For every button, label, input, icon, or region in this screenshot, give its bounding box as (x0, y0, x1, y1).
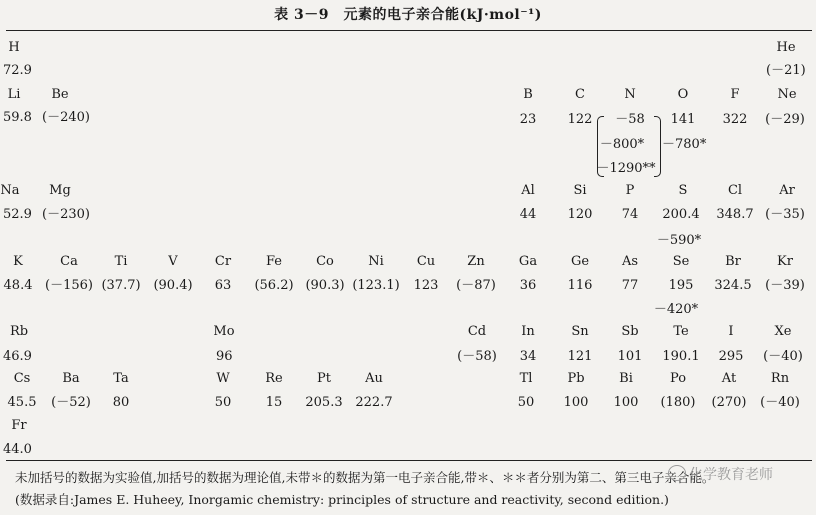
element-symbol-ne: Ne (777, 87, 797, 102)
element-symbol-i: I (728, 324, 734, 339)
affinity-value-cl: 348.7 (716, 207, 754, 222)
affinity-value-pb: 100 (563, 395, 589, 410)
element-symbol-te: Te (673, 324, 689, 339)
element-symbol-na: Na (0, 183, 20, 198)
element-symbol-as: As (621, 254, 639, 269)
affinity-value-be: (－240) (42, 110, 90, 125)
n-second-affinity: －800* (599, 137, 645, 152)
n-right-bracket (654, 116, 661, 177)
element-symbol-rb: Rb (9, 324, 29, 339)
affinity-value-o: 141 (670, 112, 696, 127)
element-symbol-cl: Cl (727, 183, 743, 198)
affinity-value-zn: (－87) (456, 278, 496, 293)
affinity-value-he: (－21) (766, 63, 806, 78)
n-third-affinity: －1290** (596, 161, 656, 176)
element-symbol-k: K (13, 254, 23, 269)
affinity-value-s: 200.4 (662, 207, 700, 222)
affinity-value-mo: 96 (216, 349, 233, 364)
element-symbol-br: Br (725, 254, 741, 269)
element-symbol-ti: Ti (114, 254, 128, 269)
element-symbol-w: W (216, 371, 230, 386)
affinity-value-mg: (－230) (42, 207, 90, 222)
affinity-value-h: 72.9 (3, 63, 32, 78)
affinity-value-as: 77 (621, 278, 639, 293)
element-symbol-cd: Cd (467, 324, 487, 339)
element-symbol-b: B (523, 87, 533, 102)
o-second-affinity: －780* (662, 137, 707, 152)
element-symbol-pb: Pb (567, 371, 585, 386)
chat-bubble-icon (668, 465, 686, 481)
affinity-value-ga: 36 (519, 278, 537, 293)
s-second-affinity: －590* (656, 233, 702, 248)
se-second-affinity: －420* (653, 302, 699, 317)
affinity-value-n: －58 (615, 112, 645, 127)
element-symbol-li: Li (7, 87, 21, 102)
bottom-rule (6, 460, 812, 461)
element-symbol-be: Be (51, 87, 69, 102)
affinity-value-rn: (－40) (760, 395, 800, 410)
element-symbol-fe: Fe (265, 254, 283, 269)
affinity-value-ar: (－35) (765, 207, 805, 222)
element-symbol-mo: Mo (213, 324, 235, 339)
affinity-value-in: 34 (519, 349, 537, 364)
affinity-value-cu: 123 (413, 278, 439, 293)
element-symbol-o: O (677, 87, 689, 102)
affinity-value-rb: 46.9 (3, 349, 32, 364)
element-symbol-cu: Cu (416, 254, 436, 269)
element-symbol-ar: Ar (779, 183, 795, 198)
element-symbol-bi: Bi (619, 371, 633, 386)
element-symbol-tl: Tl (519, 371, 533, 386)
watermark: 化学教育老师 (668, 464, 773, 484)
affinity-value-ta: 80 (112, 395, 130, 410)
affinity-value-na: 52.9 (3, 207, 32, 222)
element-symbol-mg: Mg (49, 183, 71, 198)
element-symbol-at: At (721, 371, 737, 386)
element-symbol-al: Al (521, 183, 535, 198)
element-symbol-rn: Rn (770, 371, 790, 386)
element-symbol-zn: Zn (467, 254, 485, 269)
element-symbol-ca: Ca (60, 254, 78, 269)
affinity-value-i: 295 (718, 349, 744, 364)
element-symbol-s: S (678, 183, 688, 198)
element-symbol-ba: Ba (62, 371, 80, 386)
element-symbol-ga: Ga (518, 254, 538, 269)
element-symbol-co: Co (316, 254, 334, 269)
affinity-value-se: 195 (668, 278, 694, 293)
affinity-value-v: (90.4) (153, 278, 193, 293)
affinity-value-co: (90.3) (305, 278, 345, 293)
element-symbol-po: Po (669, 371, 687, 386)
element-symbol-se: Se (672, 254, 690, 269)
affinity-value-at: (270) (711, 395, 747, 410)
affinity-value-cd: (－58) (457, 349, 497, 364)
affinity-value-ca: (－156) (45, 278, 93, 293)
affinity-value-w: 50 (214, 395, 232, 410)
affinity-value-b: 23 (519, 112, 537, 127)
footnote-source: (数据录自:James E. Huheey, Inorgamic chemistry: principles of structure and reactivity, second edition.) (15, 492, 669, 507)
affinity-value-ne: (－29) (765, 112, 805, 127)
element-symbol-kr: Kr (777, 254, 793, 269)
affinity-value-bi: 100 (613, 395, 639, 410)
affinity-value-po: (180) (660, 395, 696, 410)
element-symbol-ta: Ta (113, 371, 129, 386)
affinity-value-ni: (123.1) (352, 278, 400, 293)
element-symbol-f: F (730, 87, 740, 102)
element-symbol-n: N (624, 87, 636, 102)
affinity-value-p: 74 (621, 207, 639, 222)
affinity-value-ba: (－52) (51, 395, 91, 410)
element-symbol-in: In (521, 324, 535, 339)
element-symbol-cr: Cr (214, 254, 232, 269)
affinity-value-te: 190.1 (662, 349, 700, 364)
element-symbol-cs: Cs (13, 371, 31, 386)
element-symbol-ge: Ge (570, 254, 590, 269)
affinity-value-kr: (－39) (765, 278, 805, 293)
n-left-bracket (597, 116, 604, 177)
element-symbol-xe: Xe (774, 324, 792, 339)
table-title: 表 3－9 元素的电子亲合能(kJ·mol⁻¹) (274, 7, 542, 23)
element-symbol-he: He (776, 40, 796, 55)
affinity-value-fe: (56.2) (254, 278, 294, 293)
element-symbol-sb: Sb (621, 324, 639, 339)
affinity-value-li: 59.8 (3, 110, 32, 125)
top-rule (6, 30, 812, 31)
element-symbol-h: H (8, 40, 20, 55)
affinity-value-br: 324.5 (714, 278, 752, 293)
affinity-value-ti: (37.7) (101, 278, 141, 293)
element-symbol-ni: Ni (368, 254, 384, 269)
element-symbol-fr: Fr (11, 418, 27, 433)
affinity-value-si: 120 (567, 207, 593, 222)
affinity-value-au: 222.7 (355, 395, 393, 410)
element-symbol-c: C (575, 87, 585, 102)
affinity-value-ge: 116 (567, 278, 593, 293)
affinity-value-cs: 45.5 (7, 395, 37, 410)
element-symbol-re: Re (265, 371, 283, 386)
affinity-value-xe: (－40) (763, 349, 803, 364)
footnote-line-1: 未加括号的数据为实验值,加括号的数据为理论值,未带＊的数据为第一电子亲合能,带＊、＊＊者分别为第二、第三电子亲合能。 (15, 470, 715, 485)
affinity-value-f: 322 (722, 112, 748, 127)
element-symbol-sn: Sn (571, 324, 589, 339)
affinity-value-fr: 44.0 (3, 442, 32, 457)
affinity-value-tl: 50 (517, 395, 535, 410)
element-symbol-v: V (168, 254, 178, 269)
affinity-value-c: 122 (567, 112, 593, 127)
affinity-value-sn: 121 (567, 349, 593, 364)
affinity-value-k: 48.4 (3, 278, 33, 293)
element-symbol-si: Si (573, 183, 587, 198)
element-symbol-au: Au (365, 371, 383, 386)
affinity-value-al: 44 (519, 207, 537, 222)
affinity-value-re: 15 (265, 395, 283, 410)
element-symbol-p: P (625, 183, 635, 198)
element-symbol-pt: Pt (317, 371, 331, 386)
affinity-value-pt: 205.3 (305, 395, 343, 410)
affinity-value-cr: 63 (214, 278, 232, 293)
affinity-value-sb: 101 (617, 349, 643, 364)
